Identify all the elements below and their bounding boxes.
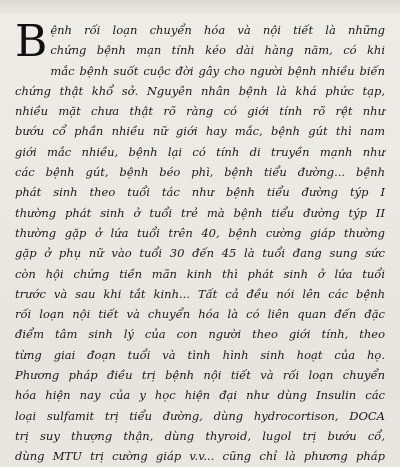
body-paragraph [15,16,385,467]
text-line-8: các bệnh gút, bệnh béo phì, bệnh tiểu đường... bệnh [15,165,385,180]
text-line-3: mắc bệnh suốt cuộc đời gây cho người bệnh nhiều biến [50,63,385,78]
text-line-18: Phương pháp điều trị bệnh nội tiết và rối loạn chuyển [15,368,385,383]
text-line-21: trị suy thượng thận, dùng thyroid, lugol trị bướu cổ, [15,428,385,443]
text-line-4: chứng thật khổ sở. Nguyên nhân bệnh là khá phức tạp, [15,83,385,98]
text-line-10: thường phát sinh ở tuổi trẻ mà bệnh tiểu đường týp II [15,205,385,220]
text-line-6: bướu cổ phần nhiều nữ giới hay mắc, bệnh gút thì nam [15,124,385,139]
text-line-11: thường gặp ở lứa tuổi trên 40, bệnh cường giáp thường [15,225,385,240]
text-line-19: hóa hiện nay của y học hiện đại như dùng Insulin các [15,388,385,403]
text-line-13: còn hội chứng tiền mãn kinh thì phát sinh ở lứa tuổi [15,266,385,281]
text-line-22: dùng MTU trị cường giáp v.v... cũng chỉ là phương pháp [15,449,385,464]
text-line-7: giới mắc nhiều, bệnh lại có tính di truyền mạnh như [15,144,385,159]
page-top-edge [0,0,400,14]
text-line-17: từng giai đoạn tuổi và tình hình sinh hoạt của họ. [15,347,385,362]
text-line-15: rối loạn nội tiết và chuyển hóa là có liên quan đến đặc [15,307,385,322]
text-line-12: gặp ở phụ nữ vào tuổi 30 đến 45 là tuổi đang sung sức [15,246,385,261]
text-line-14: trước và sau khi tắt kinh... Tất cả đều nói lên các bệnh [15,286,385,301]
text-line-5: nhiều mặt chưa thật rõ ràng có giới tính rõ rệt như [15,104,385,119]
text-line-9: phát sinh theo tuổi tác như bệnh tiểu đường týp I [15,185,385,200]
text-line-16: điểm tâm sinh lý của con người theo giới tính, theo [15,327,385,342]
text-line-1: ệnh rối loạn chuyển hóa và nội tiết là những [50,23,385,37]
text-line-20: loại sulfamit trị tiểu đường, dùng hydrocortison, DOCA [15,408,385,423]
drop-cap: B [15,16,48,67]
text-line-2: chứng bệnh mạn tính kéo dài hàng năm, có khi [50,43,385,58]
paragraph-text [15,16,385,467]
